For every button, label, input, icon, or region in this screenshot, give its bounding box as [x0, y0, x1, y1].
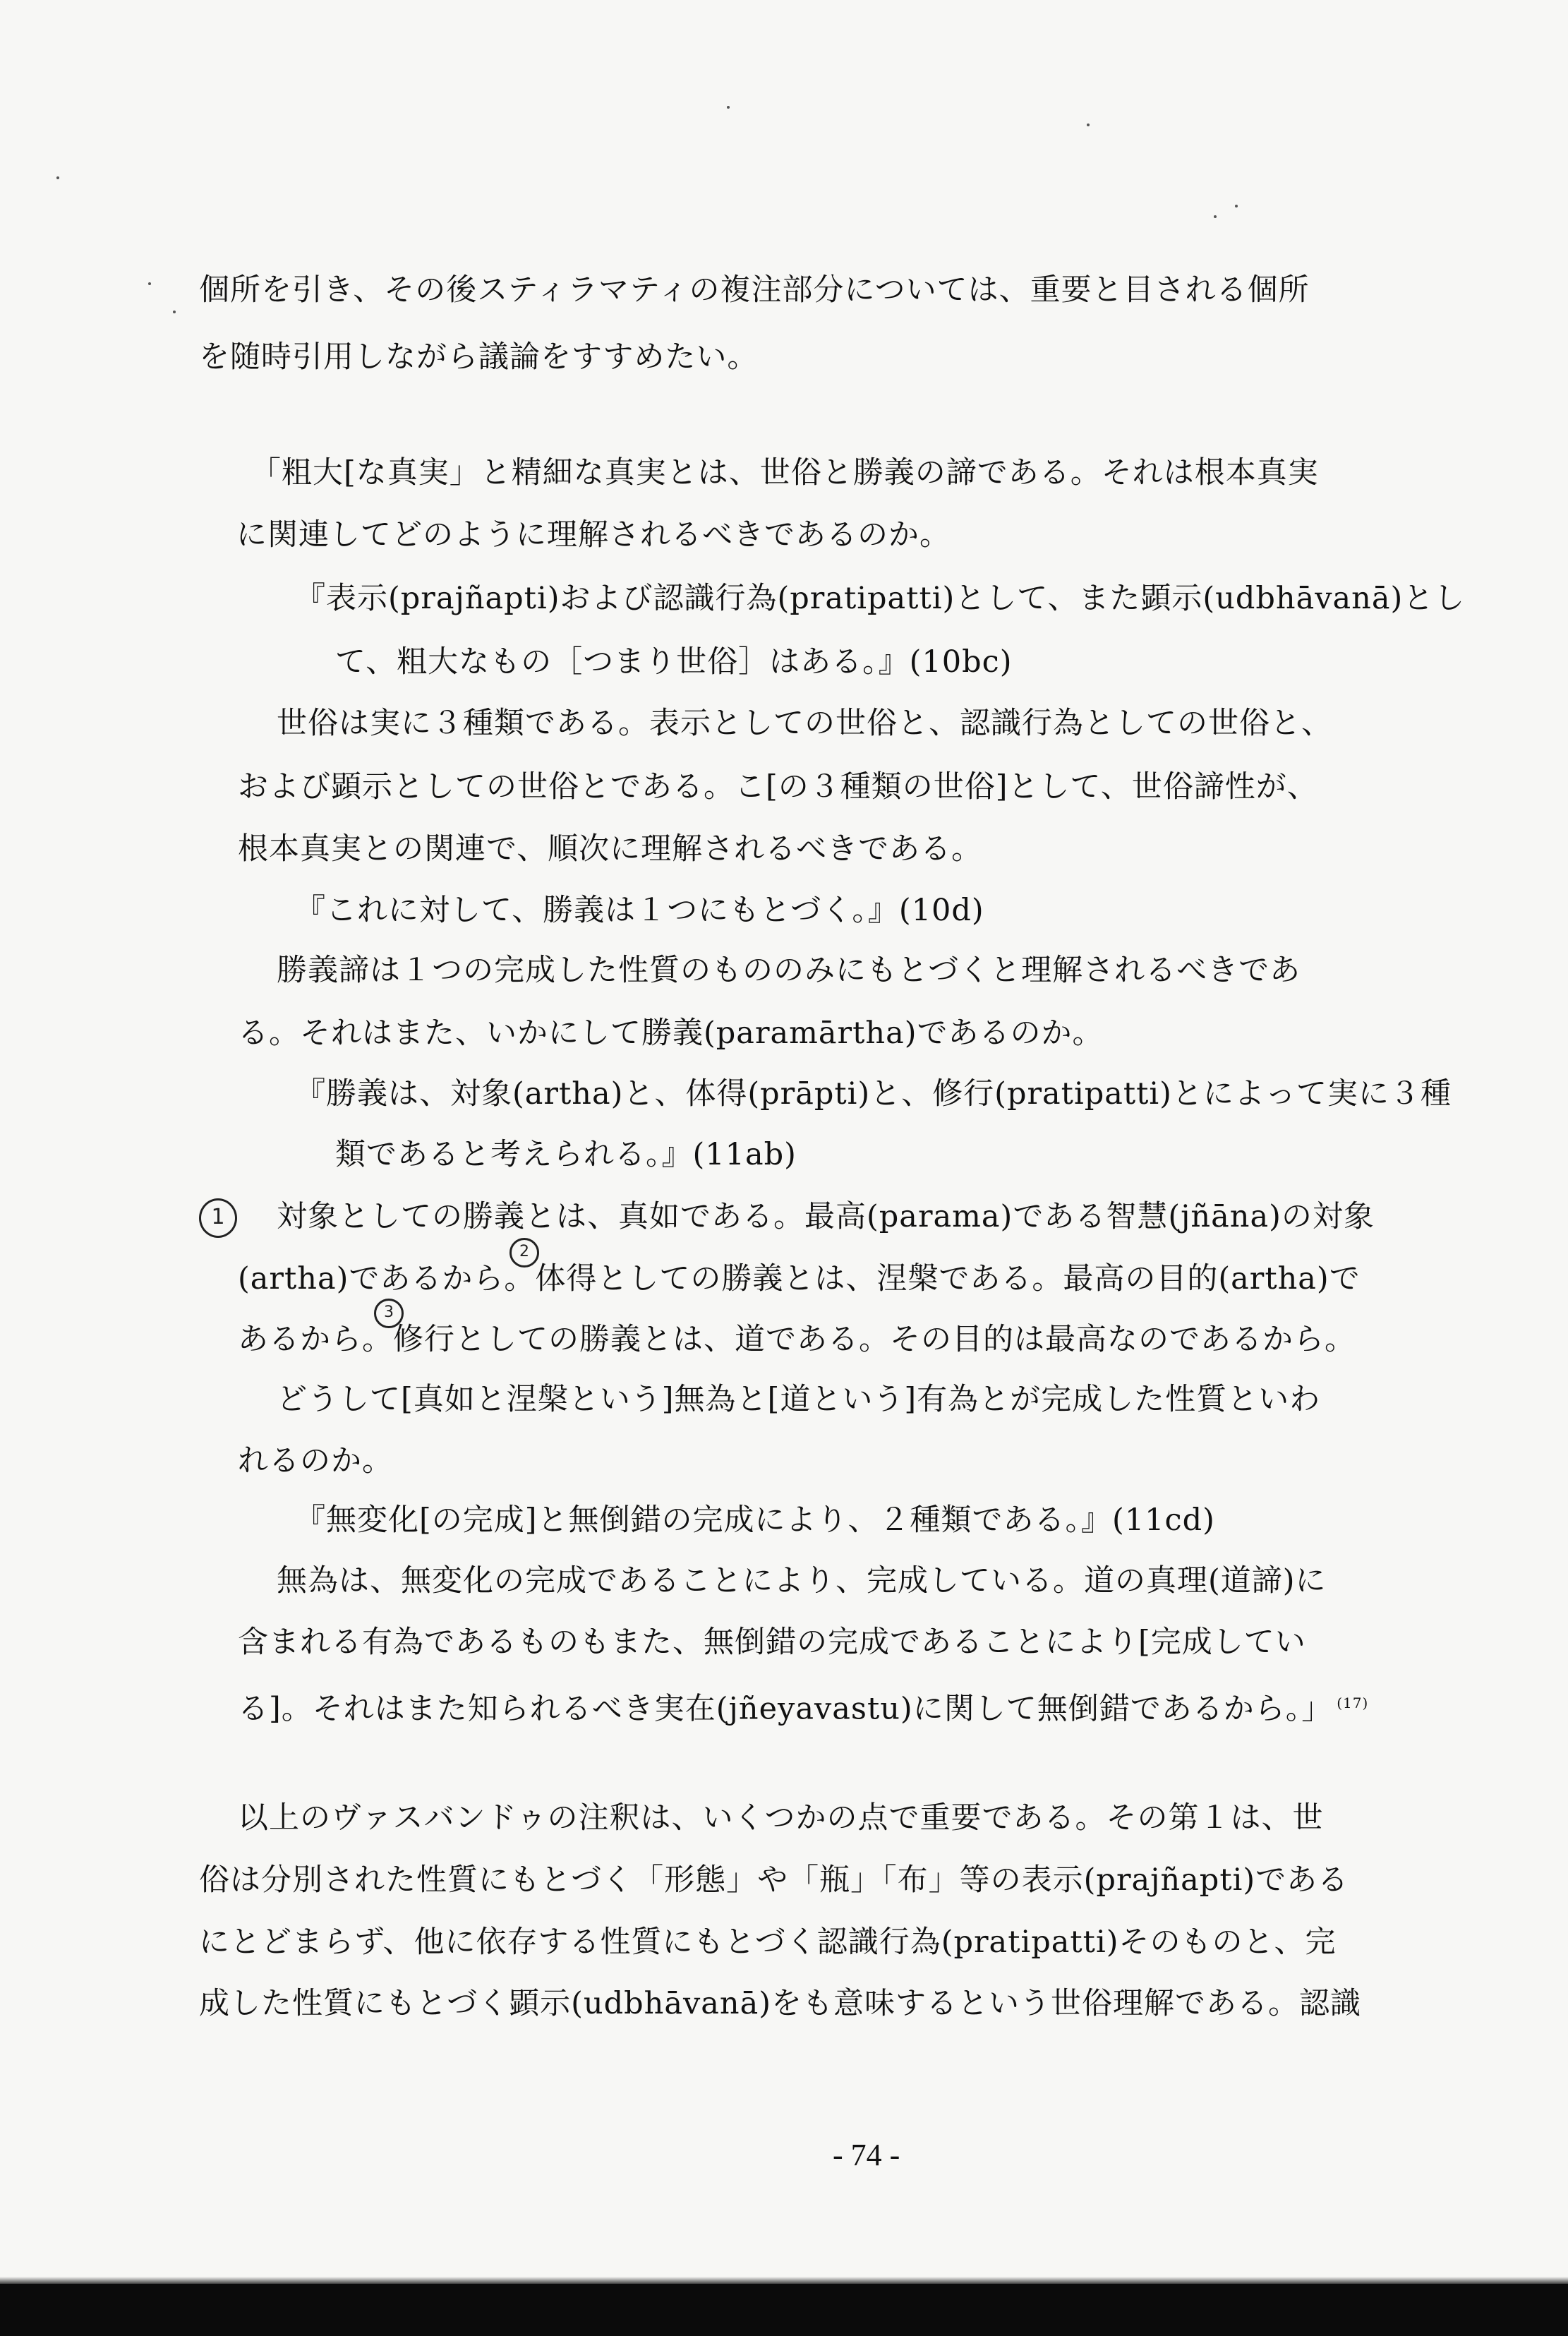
text-line [238, 1683, 1368, 1728]
text-line: を随時引用しながら議論をすすめたい。 [199, 339, 759, 375]
text-line-body: る]。それはまた知られるべき実在(jñeyavastu)に関して無倒錯であるから。」 [238, 1691, 1333, 1727]
text-line: れるのか。 [238, 1443, 393, 1479]
handwritten-circle-mark: 3 [374, 1299, 404, 1328]
text-line: 対象としての勝義とは、真如である。最高(parama)である智慧(jñāna)の対象 [277, 1199, 1375, 1234]
text-line: どうして[真如と涅槃という]無為と[道という]有為とが完成した性質といわ [277, 1382, 1321, 1417]
text-line: 以上のヴァスバンドゥの注釈は、いくつかの点で重要である。その第１は、世 [238, 1800, 1324, 1836]
text-line: および顕示としての世俗とである。こ[の３種類の世俗]として、世俗諦性が、 [238, 769, 1318, 805]
verse-line: 『表示(prajñapti)および認識行為(pratipatti)として、また顕示(udbhāvanā)とし [295, 581, 1466, 616]
page-number: - 74 - [833, 2138, 900, 2172]
text-line: 含まれる有為であるものもまた、無倒錯の完成であることにより[完成してい [238, 1625, 1306, 1660]
scan-speck [727, 106, 730, 109]
footnote-ref: (17) [1337, 1694, 1369, 1711]
verse-line: 類であると考えられる。』(11ab) [335, 1137, 797, 1172]
verse-line: 『無変化[の完成]と無倒錯の完成により、２種類である。』(11cd) [295, 1503, 1215, 1538]
text-line: 個所を引き、その後スティラマティの複注部分については、重要と目される個所 [199, 272, 1310, 308]
handwritten-circle-mark: 1 [199, 1198, 237, 1238]
text-line: 勝義諦は１つの完成した性質のもののみにもとづくと理解されるべきであ [277, 953, 1301, 988]
text-line: にとどまらず、他に依存する性質にもとづく認識行為(pratipatti)そのものと、完 [199, 1925, 1337, 1960]
text-line: に関連してどのように理解されるべきであるのか。 [236, 517, 951, 553]
text-line: あるから。修行としての勝義とは、道である。その目的は最高なのであるから。 [238, 1322, 1356, 1357]
text-line: 成した性質にもとづく顕示(udbhāvanā)をも意味するという世俗理解である。認識 [199, 1986, 1362, 2021]
text-line: 世俗は実に３種類である。表示としての世俗と、認識行為としての世俗と、 [277, 706, 1332, 741]
text-line: 俗は分別された性質にもとづく「形態」や「瓶」「布」等の表示(prajñapti)である [199, 1862, 1349, 1898]
verse-line: て、粗大なもの［つまり世俗］はある。』(10bc) [335, 644, 1013, 680]
verse-line: 『これに対して、勝義は１つにもとづく。』(10d) [295, 893, 984, 928]
text-line: 無為は、無変化の完成であることにより、完成している。道の真理(道諦)に [277, 1563, 1327, 1599]
scan-bottom-band [0, 2284, 1568, 2336]
verse-line: 『勝義は、対象(artha)と、体得(prāpti)と、修行(pratipatti)とによって実に３種 [295, 1076, 1452, 1112]
text-line: る。それはまた、いかにして勝義(paramārtha)であるのか。 [238, 1016, 1104, 1051]
scan-speck [1235, 205, 1238, 207]
scan-speck [173, 311, 176, 313]
handwritten-circle-mark: 2 [509, 1238, 539, 1268]
text-line: (artha)であるから。体得としての勝義とは、涅槃である。最高の目的(artha)で [238, 1261, 1361, 1296]
scan-speck [56, 176, 59, 179]
text-line: 「粗大[な真実」と精細な真実とは、世俗と勝義の諦である。それは根本真実 [251, 455, 1319, 490]
scan-speck [1214, 215, 1217, 218]
scan-speck [1087, 124, 1090, 126]
text-line: 根本真実との関連で、順次に理解されるべきである。 [238, 831, 983, 867]
scan-speck [148, 282, 151, 285]
